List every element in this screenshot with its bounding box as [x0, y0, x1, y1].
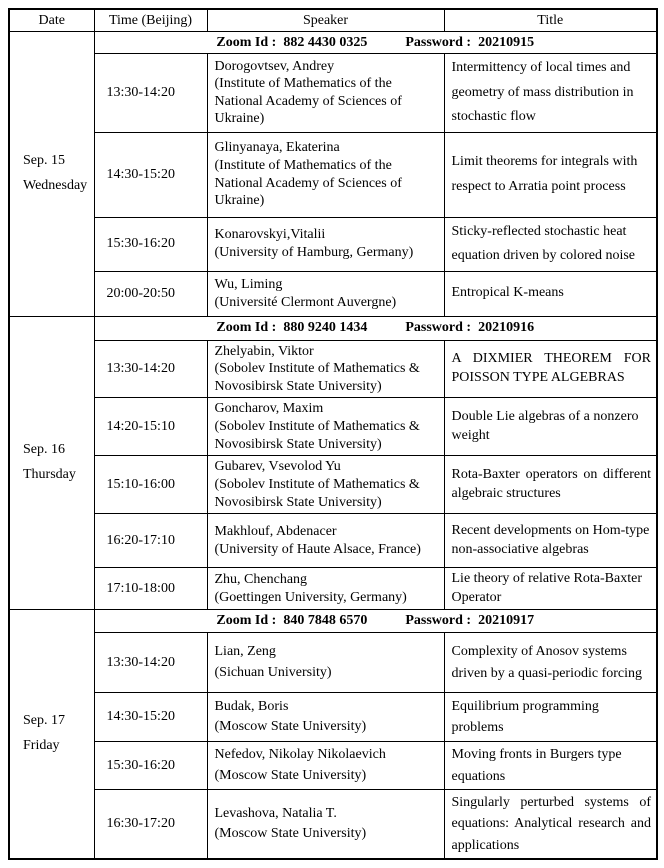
zoom-id-label: Zoom Id :: [216, 320, 277, 335]
speaker-name: Glinyanaya, Ekaterina: [214, 140, 340, 156]
talk-title: Recent developments on Hom-type non-associative algebras: [451, 523, 650, 557]
talk-title: A DIXMIER THEOREM FOR POISSON TYPE ALGEBRAS: [451, 351, 651, 385]
speaker-affiliation: (Sobolev Institute of Mathematics & Novosibirsk State University): [214, 419, 420, 452]
title-cell: [444, 633, 657, 693]
talk-title: Complexity of Anosov systems driven by a quasi-periodic forcing: [451, 644, 642, 681]
speaker-cell: [207, 790, 444, 859]
talk-title: Intermittency of local times and geometry of mass distribution in stochastic flow: [451, 60, 634, 124]
header-row: [9, 9, 657, 32]
date-text: Sep. 15: [23, 153, 65, 169]
speaker-cell: [207, 271, 444, 316]
speaker-affiliation: (Institute of Mathematics of the National Academy of Sciences of Ukraine): [214, 157, 402, 209]
time-cell: 15:30-16:20: [94, 742, 207, 790]
talk-row: [9, 217, 657, 271]
speaker-cell: [207, 340, 444, 398]
talk-row: [9, 633, 657, 693]
talk-row: [9, 790, 657, 859]
time-cell: 14:20-15:10: [94, 398, 207, 456]
talk-row: [9, 398, 657, 456]
speaker-name: Makhlouf, Abdenacer: [214, 524, 337, 539]
password-label: Password :: [405, 613, 472, 629]
date-cell: [9, 316, 94, 610]
speaker-cell: [207, 514, 444, 568]
date-text: Sep. 16: [23, 442, 65, 458]
speaker-affiliation: (Université Clermont Auvergne): [214, 294, 397, 310]
title-cell: [444, 790, 657, 859]
zoom-credentials-cell: [94, 32, 657, 54]
speaker-cell: [207, 568, 444, 610]
date-cell: [9, 610, 94, 859]
title-cell: [444, 693, 657, 742]
speaker-name: Gubarev, Vsevolod Yu: [214, 459, 341, 475]
zoom-id-value: 882 4430 0325: [283, 34, 368, 50]
speaker-affiliation: (Moscow State University): [214, 825, 367, 841]
speaker-name: Budak, Boris: [214, 698, 289, 714]
speaker-affiliation: (Sobolev Institute of Mathematics & Novosibirsk State University): [214, 476, 420, 510]
speaker-name: Zhu, Chenchang: [214, 571, 308, 587]
talk-row: [9, 54, 657, 133]
date-text: Sep. 17: [23, 713, 65, 729]
speaker-cell: [207, 132, 444, 217]
speaker-cell: [207, 742, 444, 790]
talk-title: Double Lie algebras of a nonzero weight: [451, 409, 639, 443]
col-header-date: Date: [9, 9, 94, 32]
talk-title: Equilibrium programming problems: [451, 698, 599, 736]
time-cell: 14:30-15:20: [94, 693, 207, 742]
time-cell: 13:30-14:20: [94, 340, 207, 398]
speaker-affiliation: (Goettingen University, Germany): [214, 589, 407, 605]
time-cell: 16:30-17:20: [94, 790, 207, 859]
speaker-cell: [207, 54, 444, 133]
talk-title: Entropical K-means: [451, 285, 564, 301]
talk-row: [9, 271, 657, 316]
time-cell: 13:30-14:20: [94, 633, 207, 693]
time-cell: 15:30-16:20: [94, 217, 207, 271]
weekday-text: Friday: [23, 737, 60, 753]
speaker-name: Goncharov, Maxim: [214, 401, 324, 417]
talk-title: Sticky-reflected stochastic heat equation driven by colored noise: [451, 223, 636, 263]
speaker-name: Konarovskyi,Vitalii: [214, 227, 326, 243]
weekday-text: Wednesday: [23, 177, 88, 193]
speaker-cell: [207, 693, 444, 742]
talk-row: [9, 132, 657, 217]
title-cell: [444, 742, 657, 790]
title-cell: [444, 514, 657, 568]
title-cell: [444, 54, 657, 133]
date-cell: [9, 32, 94, 317]
zoom-id-label: Zoom Id :: [216, 34, 277, 50]
speaker-name: Levashova, Natalia T.: [214, 805, 337, 821]
password-value: 20210916: [478, 320, 535, 335]
speaker-affiliation: (Sobolev Institute of Mathematics & Novosibirsk State University): [214, 361, 420, 394]
zoom-id-label: Zoom Id :: [216, 613, 277, 629]
password-value: 20210917: [478, 613, 535, 629]
zoom-id-value: 840 7848 6570: [283, 613, 368, 629]
speaker-name: Wu, Liming: [214, 276, 283, 292]
password-label: Password :: [405, 34, 472, 50]
talk-title: Lie theory of relative Rota-Baxter Operator: [451, 571, 642, 605]
title-cell: [444, 340, 657, 398]
time-cell: 17:10-18:00: [94, 568, 207, 610]
speaker-affiliation: (Moscow State University): [214, 767, 367, 783]
talk-title: Singularly perturbed systems of equations: Analytical research and applications: [451, 795, 651, 853]
talk-row: [9, 742, 657, 790]
speaker-affiliation: (University of Haute Alsace, France): [214, 541, 421, 557]
title-cell: [444, 456, 657, 514]
speaker-affiliation: (Sichuan University): [214, 664, 332, 680]
speaker-name: Zhelyabin, Viktor: [214, 343, 314, 359]
title-cell: [444, 398, 657, 456]
speaker-name: Dorogovtsev, Andrey: [214, 58, 335, 74]
speaker-affiliation: (University of Hamburg, Germany): [214, 245, 414, 260]
time-cell: 13:30-14:20: [94, 54, 207, 133]
talk-title: Limit theorems for integrals with respect to Arratia point process: [451, 154, 638, 194]
password-value: 20210915: [478, 34, 535, 50]
speaker-affiliation: (Institute of Mathematics of the National Academy of Sciences of Ukraine): [214, 76, 402, 127]
talk-row: [9, 514, 657, 568]
time-cell: 15:10-16:00: [94, 456, 207, 514]
talk-row: [9, 693, 657, 742]
col-header-speaker: Speaker: [207, 9, 444, 32]
time-cell: 16:20-17:10: [94, 514, 207, 568]
schedule-body: [9, 32, 657, 859]
talk-row: [9, 340, 657, 398]
title-cell: [444, 217, 657, 271]
col-header-title: Title: [444, 9, 657, 32]
title-cell: [444, 568, 657, 610]
zoom-id-value: 880 9240 1434: [283, 320, 368, 335]
speaker-cell: [207, 456, 444, 514]
zoom-credentials-cell: [94, 610, 657, 633]
talk-title: Rota-Baxter operators on different algebraic structures: [451, 467, 651, 501]
title-cell: [444, 132, 657, 217]
time-cell: 14:30-15:20: [94, 132, 207, 217]
talk-title: Moving fronts in Burgers type equations: [451, 747, 622, 784]
speaker-cell: [207, 633, 444, 693]
speaker-cell: [207, 398, 444, 456]
zoom-info-row: [9, 316, 657, 340]
zoom-credentials-cell: [94, 316, 657, 340]
speaker-affiliation: (Moscow State University): [214, 719, 367, 735]
talk-row: [9, 568, 657, 610]
speaker-name: Nefedov, Nikolay Nikolaevich: [214, 747, 386, 763]
speaker-cell: [207, 217, 444, 271]
zoom-info-row: [9, 32, 657, 54]
time-cell: 20:00-20:50: [94, 271, 207, 316]
zoom-info-row: [9, 610, 657, 633]
talk-row: [9, 456, 657, 514]
weekday-text: Thursday: [23, 466, 76, 482]
col-header-time: Time (Beijing): [94, 9, 207, 32]
schedule-table: [8, 8, 658, 860]
password-label: Password :: [405, 320, 472, 335]
speaker-name: Lian, Zeng: [214, 644, 276, 660]
title-cell: [444, 271, 657, 316]
